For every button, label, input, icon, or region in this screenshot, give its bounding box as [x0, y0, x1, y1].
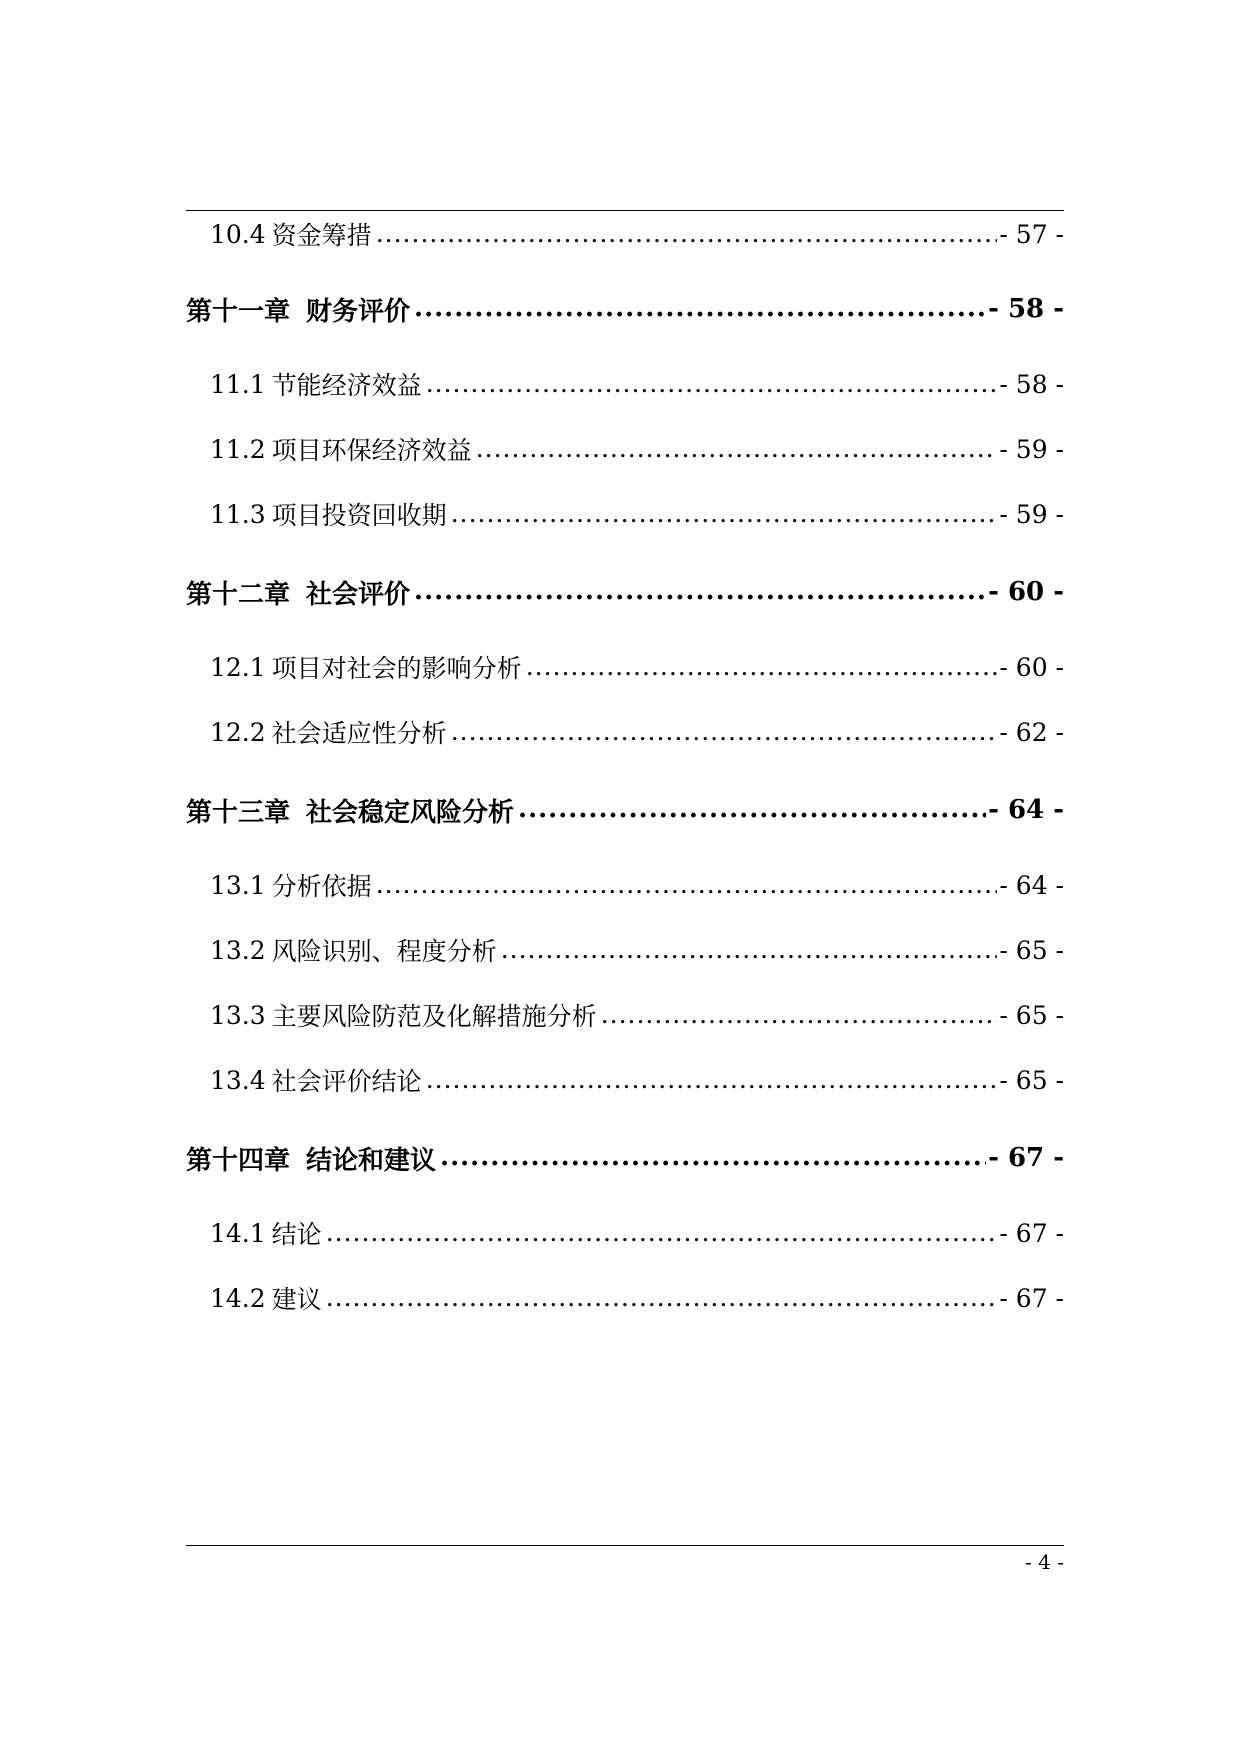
- toc-page: - 59 -: [999, 499, 1064, 529]
- toc-entry-12-2[interactable]: [186, 712, 1064, 752]
- dot-leader: [518, 794, 986, 825]
- toc-title: 社会适应性分析: [271, 719, 447, 748]
- toc-entry-13-1[interactable]: [186, 865, 1064, 905]
- toc-title: 社会评价结论: [271, 1067, 422, 1096]
- toc-entry-11-2[interactable]: [186, 429, 1064, 469]
- toc-title: 分析依据: [271, 872, 372, 901]
- toc-page: - 64 -: [999, 870, 1064, 900]
- dot-leader: [426, 1065, 998, 1095]
- toc-title: 项目对社会的影响分析: [271, 654, 522, 683]
- toc-entry-14-2[interactable]: [186, 1278, 1064, 1318]
- toc-title: 项目环保经济效益: [271, 436, 472, 465]
- toc-number: 12.2: [210, 717, 266, 747]
- toc-entry-11-1[interactable]: [186, 364, 1064, 404]
- toc-number: 11.1: [210, 369, 266, 399]
- toc-chapter-14[interactable]: [186, 1138, 1064, 1178]
- toc-number: 13.1: [210, 870, 266, 900]
- toc-title: 结论和建议: [306, 1145, 437, 1176]
- toc-number: 第十四章: [186, 1145, 291, 1176]
- toc-number: 第十二章: [186, 579, 291, 610]
- toc-title: 结论: [271, 1220, 322, 1249]
- toc-entry-11-3[interactable]: [186, 494, 1064, 534]
- toc-chapter-13[interactable]: [186, 790, 1064, 830]
- dot-leader: [326, 1283, 998, 1313]
- toc-title: 社会稳定风险分析: [306, 797, 515, 828]
- toc-number: 14.1: [210, 1218, 266, 1248]
- dot-leader: [526, 652, 998, 682]
- toc-chapter-12[interactable]: [186, 572, 1064, 612]
- dot-leader: [440, 1142, 986, 1173]
- toc-entry-13-4[interactable]: [186, 1060, 1064, 1100]
- toc-page: - 67 -: [999, 1283, 1064, 1313]
- dot-leader: [376, 870, 998, 900]
- toc-entry-13-3[interactable]: [186, 995, 1064, 1035]
- toc-page: - 62 -: [999, 717, 1064, 747]
- toc-page: - 59 -: [999, 434, 1064, 464]
- toc-number: 11.2: [210, 434, 266, 464]
- toc-entry-10-4[interactable]: [186, 214, 1064, 254]
- dot-leader: [501, 935, 998, 965]
- toc-number: 10.4: [210, 219, 266, 249]
- toc-page: - 65 -: [999, 935, 1064, 965]
- toc-number: 13.3: [210, 1000, 266, 1030]
- dot-leader: [326, 1218, 998, 1248]
- toc-title: 财务评价: [306, 296, 411, 327]
- dot-leader: [414, 576, 986, 607]
- dot-leader: [376, 219, 998, 249]
- toc-page: - 60 -: [988, 577, 1064, 607]
- toc-page: - 57 -: [999, 219, 1064, 249]
- toc-page: - 67 -: [999, 1218, 1064, 1248]
- toc-title: 节能经济效益: [271, 371, 422, 400]
- toc-number: 11.3: [210, 499, 266, 529]
- toc-page: - 67 -: [988, 1143, 1064, 1173]
- header-rule: [186, 210, 1064, 211]
- toc-page: - 65 -: [999, 1065, 1064, 1095]
- toc-entry-13-2[interactable]: [186, 930, 1064, 970]
- toc-number: 14.2: [210, 1283, 266, 1313]
- toc-title: 社会评价: [306, 579, 411, 610]
- toc-page: - 60 -: [999, 652, 1064, 682]
- footer-page-number: - 4 -: [1025, 1550, 1064, 1574]
- toc-title: 资金筹措: [271, 221, 372, 250]
- toc-title: 主要风险防范及化解措施分析: [271, 1002, 597, 1031]
- toc-number: 第十三章: [186, 797, 291, 828]
- dot-leader: [451, 499, 998, 529]
- toc-number: 13.2: [210, 935, 266, 965]
- toc-page: - 65 -: [999, 1000, 1064, 1030]
- dot-leader: [451, 717, 998, 747]
- toc-title: 项目投资回收期: [271, 501, 447, 530]
- toc-page: - 58 -: [999, 369, 1064, 399]
- toc-page: - 64 -: [988, 795, 1064, 825]
- toc-title: 风险识别、程度分析: [271, 937, 497, 966]
- dot-leader: [414, 293, 986, 324]
- dot-leader: [476, 434, 998, 464]
- toc-number: 第十一章: [186, 296, 291, 327]
- toc-number: 12.1: [210, 652, 266, 682]
- dot-leader: [426, 369, 998, 399]
- footer-rule: [186, 1545, 1064, 1546]
- toc-number: 13.4: [210, 1065, 266, 1095]
- toc-entry-14-1[interactable]: [186, 1213, 1064, 1253]
- toc-page: - 58 -: [988, 294, 1064, 324]
- toc-title: 建议: [271, 1285, 322, 1314]
- toc-entry-12-1[interactable]: [186, 647, 1064, 687]
- toc-chapter-11[interactable]: [186, 289, 1064, 329]
- dot-leader: [601, 1000, 998, 1030]
